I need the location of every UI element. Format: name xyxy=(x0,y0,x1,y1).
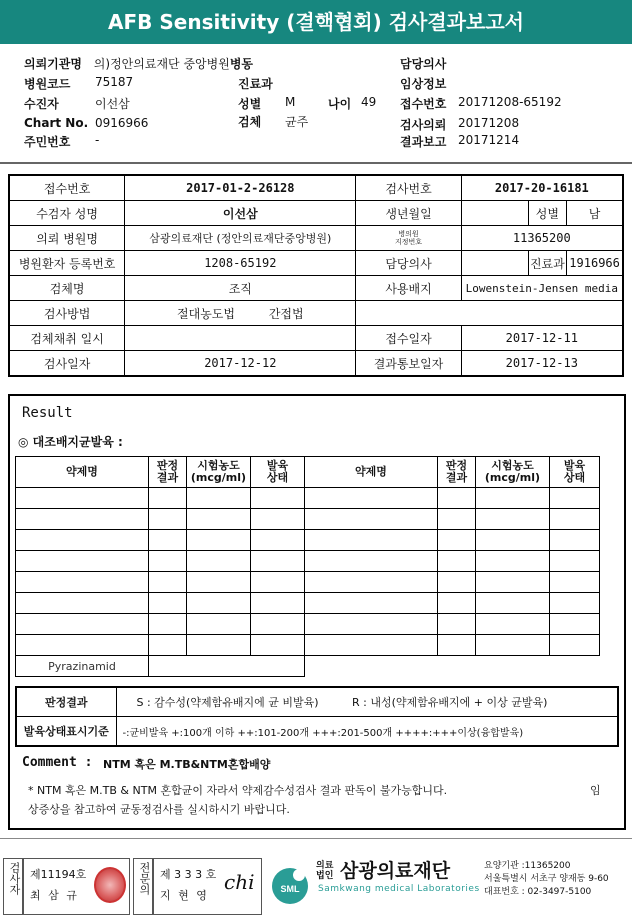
col-growth-b xyxy=(550,457,600,488)
age-label: 나이 xyxy=(328,97,352,111)
note-line-1b: 임 xyxy=(590,784,601,797)
clinical-info-label: 임상정보 xyxy=(400,77,447,91)
growth-criteria: -:균비발육 +:100개 이하 ++:101-200개 +++:201-500개 ++++:+++이상(융합발육) xyxy=(116,717,618,747)
pza-label: Pyrazinamid xyxy=(16,656,149,677)
company-logo-icon xyxy=(270,866,310,906)
comment-value: NTM 혹은 M.TB&NTM혼합배양 xyxy=(103,758,271,771)
specialist-no: 제 3 3 3 호 xyxy=(160,868,217,881)
notified-value: 2017-12-13 xyxy=(461,351,623,377)
col-judge-1: 판정 xyxy=(156,459,179,472)
logo-en: Samkwang medical Laboratories xyxy=(318,884,480,894)
col-judge-2-b: 결과 xyxy=(445,471,468,484)
specimen-value: 균주 xyxy=(285,115,309,129)
receipt-no-value: 2017-01-2-26128 xyxy=(125,175,356,201)
table-row xyxy=(9,301,623,326)
col-conc-1-b: 시험농도 xyxy=(491,459,534,472)
received-value: 2017-12-11 xyxy=(461,326,623,351)
col-conc-1: 시험농도 xyxy=(197,459,240,472)
judge-text-r: R : 내성(약제함유배지에 + 이상 균발육) xyxy=(352,696,548,709)
sex-value: M xyxy=(285,95,296,109)
table-row xyxy=(16,614,600,635)
table-row xyxy=(16,687,618,717)
hospital-label: 의뢰 병원명 xyxy=(9,226,125,251)
table-row xyxy=(9,226,623,251)
table-row xyxy=(16,593,600,614)
designated-no-label xyxy=(356,226,461,251)
logo-name: 삼광의료재단 xyxy=(340,860,451,882)
specialist-label: 전문의 xyxy=(138,862,151,895)
col-judge xyxy=(149,457,187,488)
age-value: 49 xyxy=(361,95,377,109)
specimen-label: 검체 xyxy=(238,115,262,129)
tested-value: 2017-12-12 xyxy=(125,351,356,377)
designated-no-label-1: 병의원 xyxy=(398,230,419,238)
address-line-1: 요양기관 :11365200 xyxy=(484,861,571,871)
pza-row xyxy=(16,656,600,677)
table-row xyxy=(9,201,623,226)
designated-no-label-2: 지정번호 xyxy=(394,238,423,246)
control-growth-label: ◎ 대조배지균발육 : xyxy=(18,435,123,449)
company-address xyxy=(484,860,609,899)
criteria-table xyxy=(15,686,619,747)
examiner-label-box xyxy=(3,858,24,915)
doctor-label: 담당의사 xyxy=(356,251,461,276)
examiner-label: 검사자 xyxy=(8,862,21,895)
col-conc-b xyxy=(476,457,550,488)
specialist-name: 지 현 영 xyxy=(160,889,209,902)
rrn-value: - xyxy=(95,133,100,147)
info-table xyxy=(8,174,624,377)
judge-criteria xyxy=(116,687,618,717)
col-drug: 약제명 xyxy=(16,457,149,488)
logo-small xyxy=(316,861,333,881)
sex-label: 성별 xyxy=(528,201,567,226)
medium-label: 사용배지 xyxy=(356,276,461,301)
table-row xyxy=(9,351,623,377)
signature-icon: chi xyxy=(224,870,255,894)
patient-name-value: 이선삼 xyxy=(125,201,356,226)
specimen-value: 조직 xyxy=(125,276,356,301)
request-label: 검사의뢰 xyxy=(400,118,447,132)
header-row-1 xyxy=(24,55,253,72)
col-judge-2: 결과 xyxy=(156,471,179,484)
request-value: 20171208 xyxy=(458,116,520,130)
receipt-no-label: 접수번호 xyxy=(400,97,447,111)
col-conc xyxy=(187,457,251,488)
table-row xyxy=(16,530,600,551)
drug-table xyxy=(15,456,600,677)
table-row xyxy=(9,326,623,351)
table-row xyxy=(16,717,618,747)
table-row xyxy=(16,488,600,509)
receipt-no-label: 접수번호 xyxy=(9,175,125,201)
hospital-code-label: 병원코드 xyxy=(24,77,71,91)
col-growth-2: 상태 xyxy=(266,471,289,484)
examiner-no: 제11194호 xyxy=(30,868,87,881)
col-growth-1: 발육 xyxy=(266,459,289,472)
tested-label: 검사일자 xyxy=(9,351,125,377)
specimen-label: 검체명 xyxy=(9,276,125,301)
chart-value: 0916966 xyxy=(95,116,149,130)
table-row xyxy=(9,175,623,201)
designated-no-value: 11365200 xyxy=(461,226,623,251)
table-row xyxy=(16,572,600,593)
test-no-label: 검사번호 xyxy=(356,175,461,201)
table-row xyxy=(16,635,600,656)
method-value-1: 절대농도법 xyxy=(177,306,235,321)
report-value: 20171214 xyxy=(458,133,520,147)
patient-label: 수진자 xyxy=(24,97,59,111)
logo-small-2: 법인 xyxy=(316,871,334,881)
table-row xyxy=(9,251,623,276)
patient-name-label: 수검자 성명 xyxy=(9,201,125,226)
received-label: 접수일자 xyxy=(356,326,461,351)
reg-no-value: 1208-65192 xyxy=(125,251,356,276)
col-drug-2: 약제명 xyxy=(305,457,438,488)
dept-label: 진료과 xyxy=(528,251,567,276)
specialist-label-box xyxy=(133,858,154,915)
logo-small-1: 의료 xyxy=(316,861,334,871)
drug-table-header xyxy=(16,457,600,488)
judge-text-s: S : 감수성(약제함유배지에 균 비발육) xyxy=(136,696,319,709)
medium-value: Lowenstein-Jensen media xyxy=(461,276,623,301)
examiner-seal-icon xyxy=(94,867,126,903)
birth-value xyxy=(461,201,528,226)
method-label: 검사방법 xyxy=(9,301,125,326)
hospital-value: 삼광의료재단 (정안의료재단중앙병원) xyxy=(125,226,356,251)
birth-label: 생년월일 xyxy=(356,201,461,226)
collect-value xyxy=(125,326,356,351)
growth-label: 발육상태표시기준 xyxy=(16,717,116,747)
reg-no-label: 병원환자 등록번호 xyxy=(9,251,125,276)
sex-value: 남 xyxy=(567,201,623,226)
chart-label: Chart No. xyxy=(24,116,89,130)
col-growth xyxy=(251,457,305,488)
sex-label: 성별 xyxy=(238,97,262,111)
hospital-code-value: 75187 xyxy=(95,75,134,89)
address-line-3: 대표번호 : 02-3497-5100 xyxy=(484,887,592,897)
note-line-2: 상증상을 참고하여 균동정검사를 실시하시기 바랍니다. xyxy=(28,803,290,816)
report-label: 결과보고 xyxy=(400,135,447,149)
note-line-1: * NTM 혹은 M.TB & NTM 혼합균이 자라서 약제감수성검사 결과 판독이 불가능합니다. xyxy=(28,784,448,797)
doctor-value xyxy=(461,251,528,276)
table-row xyxy=(16,551,600,572)
ward-label: 병동 xyxy=(229,57,253,71)
dept-value: 1916966 xyxy=(567,251,623,276)
method-value-2: 간접법 xyxy=(268,306,304,321)
col-judge-1-b: 판정 xyxy=(445,459,468,472)
col-conc-2: (mcg/ml) xyxy=(190,471,247,484)
col-growth-2-b: 상태 xyxy=(563,471,586,484)
rrn-label: 주민번호 xyxy=(24,135,71,149)
col-growth-1-b: 발육 xyxy=(563,459,586,472)
doctor-label: 담당의사 xyxy=(400,57,447,71)
judge-label: 판정결과 xyxy=(16,687,116,717)
comment-label: Comment : xyxy=(22,755,93,770)
col-conc-2-b: (mcg/ml) xyxy=(484,471,541,484)
footer-divider xyxy=(0,838,632,839)
table-row xyxy=(9,276,623,301)
logo-badge: SML xyxy=(280,884,300,894)
result-heading: Result xyxy=(22,405,73,421)
department-label: 진료과 xyxy=(238,77,273,91)
patient-value: 이선삼 xyxy=(95,97,130,111)
header-divider xyxy=(0,162,632,164)
notified-label: 결과통보일자 xyxy=(356,351,461,377)
examiner-name: 최 삼 규 xyxy=(30,889,79,902)
report-title: AFB Sensitivity (결핵협회) 검사결과보고서 xyxy=(0,0,632,44)
receipt-no-value: 20171208-65192 xyxy=(458,95,562,109)
institution-label: 의뢰기관명 xyxy=(24,57,82,71)
institution-value: 의)정안의료재단 중앙병원 xyxy=(93,57,230,71)
address-line-2: 서울특별시 서초구 양재동 9-60 xyxy=(484,874,609,884)
col-judge-b xyxy=(438,457,476,488)
method-value xyxy=(125,301,356,326)
collect-label: 검체채취 일시 xyxy=(9,326,125,351)
test-no-value: 2017-20-16181 xyxy=(461,175,623,201)
table-row xyxy=(16,509,600,530)
